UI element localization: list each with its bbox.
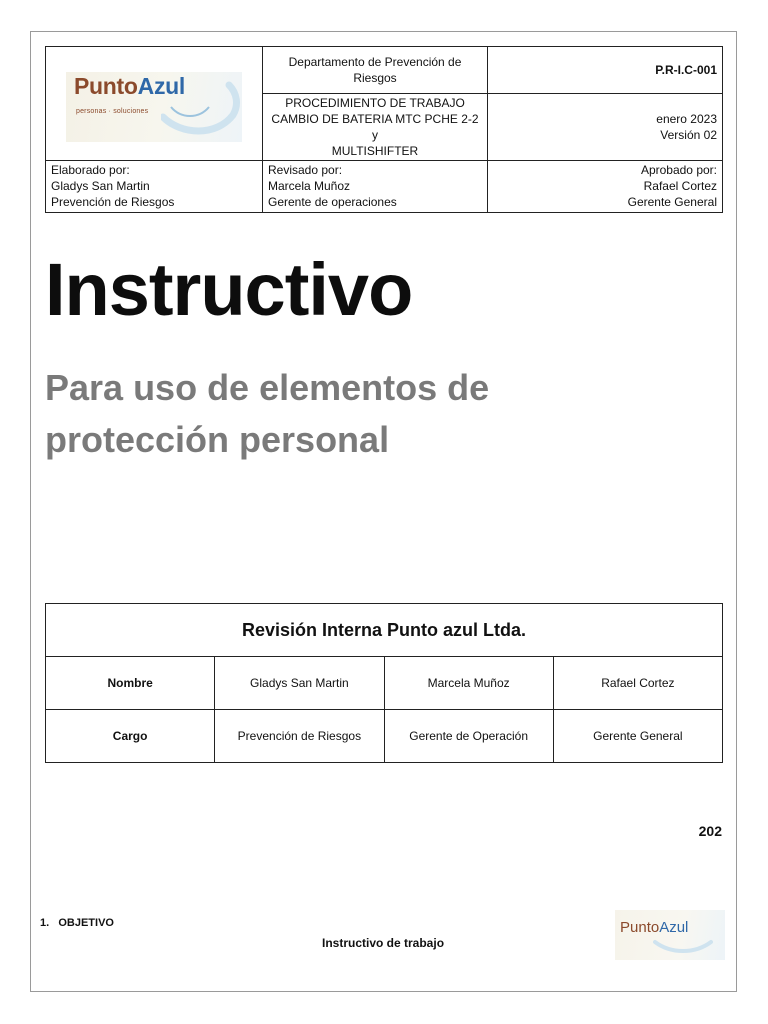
procedure-line-3: MULTISHIFTER [331, 144, 419, 158]
document-date: enero 2023 [656, 112, 717, 126]
review-role-cell: Gerente de Operación [384, 710, 553, 763]
review-role-cell: Gerente General [553, 710, 722, 763]
document-subtitle [45, 362, 489, 466]
review-name-label: Nombre [46, 657, 215, 710]
review-title: Revisión Interna Punto azul Ltda. [46, 604, 723, 657]
internal-review-table [45, 603, 723, 763]
footer-logo-text-punto: Punto [620, 919, 660, 936]
approved-role: Gerente General [627, 195, 717, 209]
elaborated-name: Gladys San Martin [51, 179, 150, 193]
department-cell [263, 47, 488, 94]
footer-logo-text-azul: Azul [659, 919, 689, 936]
footer-title: Instructivo de trabajo [322, 936, 445, 950]
approved-name: Rafael Cortez [643, 179, 717, 193]
review-name-cell: Marcela Muñoz [384, 657, 553, 710]
review-name-cell: Gladys San Martin [215, 657, 384, 710]
approved-label: Aprobado por: [640, 163, 717, 177]
procedure-line-1: PROCEDIMIENTO DE TRABAJO [285, 96, 465, 110]
reviewed-label: Revisado por: [268, 163, 343, 177]
elaborated-label: Elaborado por: [51, 163, 130, 177]
document-header-table [45, 46, 723, 213]
procedure-cell [263, 94, 488, 161]
section-heading-objetivo: 1. OBJETIVO [40, 917, 114, 929]
document-version: Versión 02 [660, 128, 717, 142]
logo-text-azul: Azul [137, 72, 186, 99]
company-logo [66, 72, 242, 142]
approved-cell [488, 161, 723, 213]
subtitle-line-2: protección personal [45, 419, 390, 460]
department-name: Departamento de Prevención de Riesgos [288, 55, 462, 85]
review-name-cell: Rafael Cortez [553, 657, 722, 710]
logo-swoosh-icon [161, 77, 241, 139]
logo-text-punto: Punto [74, 72, 138, 99]
elaborated-role: Prevención de Riesgos [51, 195, 175, 209]
footer-logo-swoosh-icon [653, 938, 713, 956]
logo-tagline: personas · soluciones [76, 107, 149, 115]
reviewed-role: Gerente de operaciones [268, 195, 397, 209]
procedure-line-2: CAMBIO DE BATERIA MTC PCHE 2-2 y [271, 112, 479, 142]
document-title: Instructivo [45, 248, 413, 331]
subtitle-line-1: Para uso de elementos de [45, 367, 490, 408]
reviewed-name: Marcela Muñoz [268, 179, 351, 193]
document-code-cell [488, 47, 723, 94]
review-role-label: Cargo [46, 710, 215, 763]
footer-logo [615, 910, 725, 960]
logo-cell [46, 47, 263, 161]
date-version-cell [488, 94, 723, 161]
document-year: 202 [698, 823, 722, 839]
document-code: P.R-I.C-001 [655, 63, 717, 77]
reviewed-cell [263, 161, 488, 213]
elaborated-cell [46, 161, 263, 213]
review-role-cell: Prevención de Riesgos [215, 710, 384, 763]
